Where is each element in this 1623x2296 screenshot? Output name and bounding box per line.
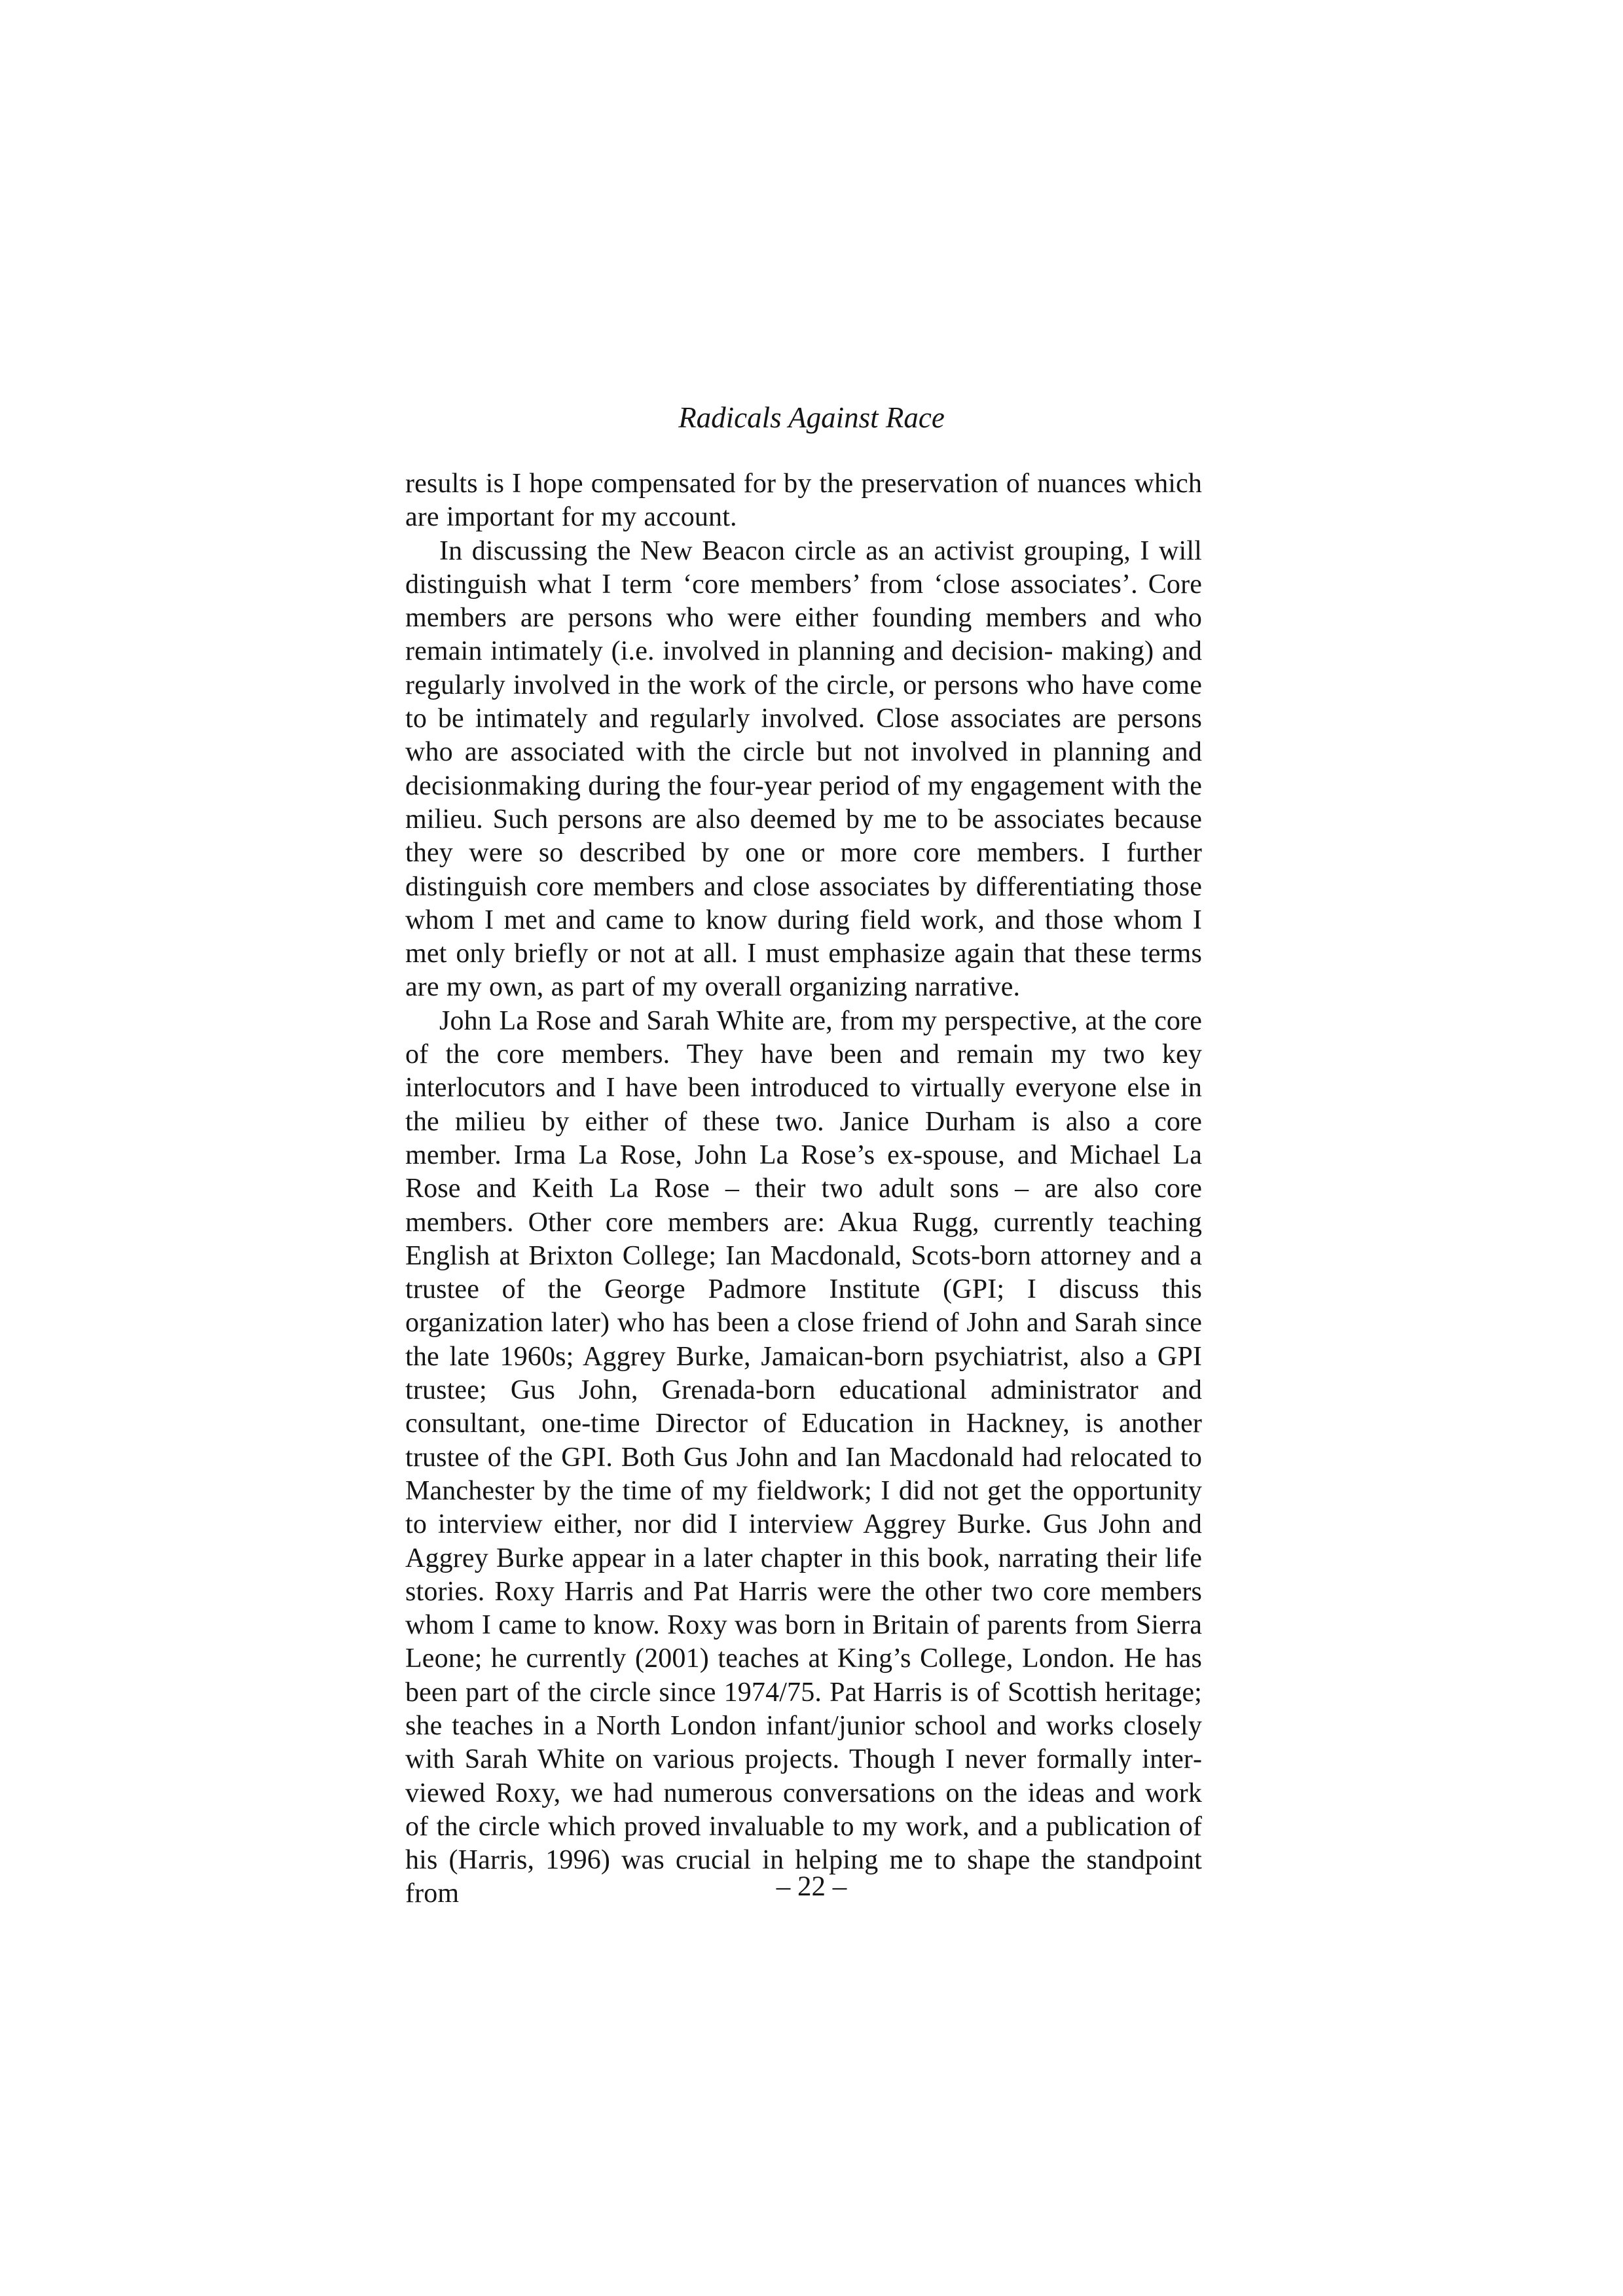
paragraph-core-members-definition: In discussing the New Beacon circle as an activist grouping, I will distinguish what I term ‘core members’ from ‘close associates’. Core members are persons who were either founding members and who remain intimately (i.e. involved in planning and decision- making) and regularly involved in the work of the circle, or persons who have come to be intimately and regularly involved. Close associates are persons who are associated with the circle but not involved in planning and decisionmaking during the four-year period of my engagement with the milieu. Such persons are also deemed by me to be associates because they were so described by one or more core members. I further distinguish core members and close associates by differentiating those whom I met and came to know during field work, and those whom I met only briefly or not at all. I must emphasize again that these terms are my own, as part of my overall organizing narrative. — [405, 535, 1202, 1003]
paragraph-continuation: results is I hope compensated for by the preservation of nuances which are important for my account. — [405, 469, 1202, 533]
body-text — [405, 467, 1202, 1911]
paragraph-core-members-list: John La Rose and Sarah White are, from my perspective, at the core of the core members. They have been and remain my two key interlocutors and I have been introduced to virtually everyone else in the milieu by either of these two. Janice Durham is also a core member. Irma La Rose, John La Rose’s ex-spouse, and Michael La Rose and Keith La Rose – their two adult sons – are also core members. Other core members are: Akua Rugg, currently teaching English at Brixton College; Ian Macdonald, Scots-born attorney and a trustee of the George Padmore Institute (GPI; I discuss this organization later) who has been a close friend of John and Sarah since the late 1960s; Aggrey Burke, Jamaican-born psychiatrist, also a GPI trustee; Gus John, Grenada-born educational administrator and consultant, one-time Director of Education in Hackney, is another trustee of the GPI. Both Gus John and Ian Macdonald had relocated to Manchester by the time of my fieldwork; I did not get the opportunity to interview either, nor did I interview Aggrey Burke. Gus John and Aggrey Burke appear in a later chapter in this book, narrating their life stories. Roxy Harris and Pat Harris were the other two core members whom I came to know. Roxy was born in Britain of parents from Sierra Leone; he currently (2001) teaches at King’s College, London. He has been part of the circle since 1974/75. Pat Harris is of Scottish heritage; she teaches in a North London infant/junior school and works closely with Sarah White on various projects. Though I never formally interviewed Roxy, we had numerous conversations on the ideas and work of the circle which proved invaluable to my work, and a publication of his (Harris, 1996) was crucial in helping me to shape the standpoint from — [405, 1005, 1202, 1909]
running-head: Radicals Against Race — [678, 401, 945, 434]
page-number: – 22 – — [776, 1871, 847, 1902]
